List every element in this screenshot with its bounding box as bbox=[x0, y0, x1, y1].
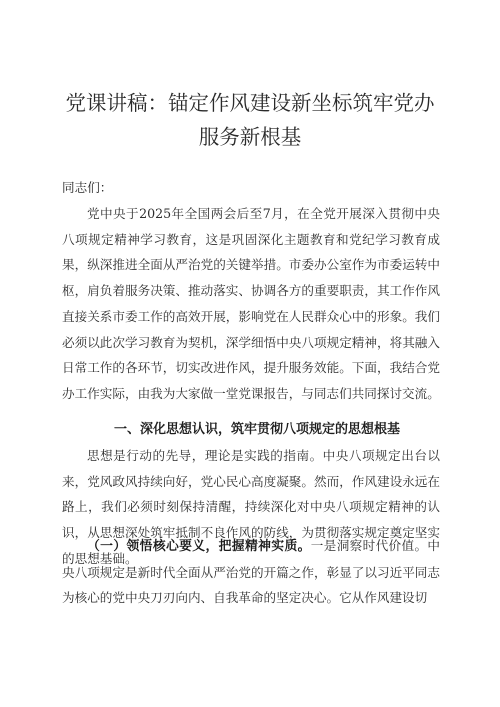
intro-paragraph: 党中央于2025年全国两会后至7月，在全党开展深入贯彻中央八项规定精神学习教育，这是巩固深化主题教育和党纪学习教育成果，纵深推进全面从严治党的关键举措。市委办公室作为市委运转中枢，肩负着服务决策、推动落实、协调各方的重要职责，其工作作风直接关系市委工作的高效开展，影响党在人民群众心中的形象。我们必须以此次学习教育为契机，深学细悟中央八项规定精神，将其融入日常工作的各环节，切实改进作风，提升服务效能。下面，我结合党办工作实际，由我为大家做一堂党课报告，与同志们共同探讨交流。 bbox=[62, 206, 440, 401]
section-heading-1: 一、深化思想认识，筑牢贯彻八项规定的思想根基 bbox=[113, 422, 400, 437]
section-1-paragraph: 思想是行动的先导，理论是实践的指南。中央八项规定出台以来，党风政风持续向好，党心民心高度凝聚。然而，作风建设永远在路上，我们必须时刻保持清醒，持续深化对中央八项规定精神的认识，从思想深处筑牢抵制不良作风的防线，为贯彻落实规定奠定坚实的思想基础。 bbox=[62, 448, 440, 566]
subsection-heading-1: （一）领悟核心要义，把握精神实质。 bbox=[87, 539, 311, 554]
subsection-1-text: 一是洞察时代价值。中央八项规定是新时代全面从严治党的开篇之作，彰显了以习近平同志为核心的党中央刀刃向内、自我革命的坚定决心。它从作风建设切 bbox=[62, 538, 441, 606]
subsection-1-paragraph bbox=[62, 533, 440, 611]
document-title-line-1: 党课讲稿：锚定作风建设新坐标筑牢党办 bbox=[65, 91, 435, 115]
document-title-line-2: 服务新根基 bbox=[198, 125, 302, 149]
salutation: 同志们： bbox=[62, 180, 113, 195]
